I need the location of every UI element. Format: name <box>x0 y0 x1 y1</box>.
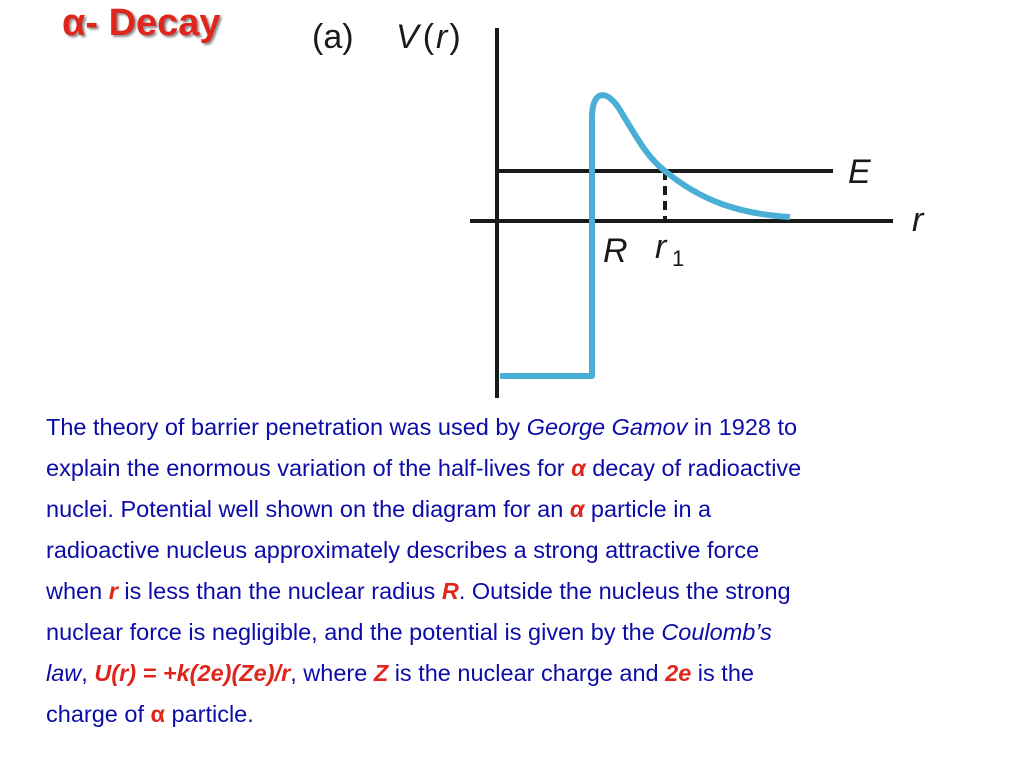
y-axis-label-r: r <box>436 18 448 56</box>
paragraph-line-8 <box>46 694 1006 735</box>
alpha-symbol: α <box>150 701 165 727</box>
alpha-symbol: α <box>571 455 586 481</box>
energy-label: E <box>848 153 871 191</box>
potential-curve <box>500 95 790 376</box>
text-segment: charge of <box>46 701 151 727</box>
z-symbol: Z <box>373 660 389 686</box>
text-segment: The theory of barrier penetration was used by <box>46 414 527 440</box>
paragraph-line-6 <box>46 612 1006 653</box>
paragraph-line-4 <box>46 530 1006 571</box>
text-segment: is the nuclear charge and <box>388 660 666 686</box>
text-segment: in 1928 to <box>687 414 798 440</box>
alpha-symbol: α <box>569 496 585 522</box>
coulomb-formula: U(r) = +k(2e)(Ze)/r <box>94 660 291 686</box>
coulomb-term: Coulomb’s <box>661 619 772 645</box>
y-axis-label-close: ) <box>449 18 461 56</box>
text-segment: particle in a <box>584 496 712 522</box>
y-axis-label-v: V <box>396 18 419 56</box>
text-segment: particle. <box>164 701 254 727</box>
text-segment: decay of radioactive <box>585 455 802 481</box>
text-segment: nuclear force is negligible, and the potential is given by the <box>46 619 662 645</box>
text-segment: . Outside the nucleus the strong <box>458 578 791 604</box>
radius-symbol: R <box>441 578 459 604</box>
r-symbol: r <box>108 578 118 604</box>
text-segment: , where <box>290 660 374 686</box>
paragraph-line-5 <box>46 571 1006 612</box>
text-segment: is less than the nuclear radius <box>117 578 442 604</box>
paragraph-line-1 <box>46 407 1006 448</box>
panel-label: (a) <box>312 18 354 56</box>
text-segment: is the <box>691 660 754 686</box>
text-segment: radioactive nucleus approximately describes a strong attractive force <box>46 537 760 563</box>
text-segment: when <box>46 578 109 604</box>
paragraph-line-7 <box>46 653 1006 694</box>
y-axis-label <box>396 18 461 56</box>
text-segment: nuclei. Potential well shown on the diagram for an <box>46 496 570 522</box>
charge-symbol: 2e <box>665 660 692 686</box>
r1-label: r <box>655 228 667 266</box>
text-segment: , <box>81 660 95 686</box>
r1-subscript: 1 <box>672 246 685 271</box>
y-axis-label-open: ( <box>422 18 435 56</box>
gamov-name: George Gamov <box>526 414 688 440</box>
slide-title: α- Decay <box>62 2 221 44</box>
radius-label: R <box>603 232 628 270</box>
x-axis-label: r <box>912 201 924 239</box>
law-term: law <box>46 660 82 686</box>
paragraph-line-2 <box>46 448 1006 489</box>
text-segment: explain the enormous variation of the half-lives for <box>46 455 572 481</box>
paragraph-line-3 <box>46 489 1006 530</box>
explanation-paragraph <box>46 407 1006 735</box>
